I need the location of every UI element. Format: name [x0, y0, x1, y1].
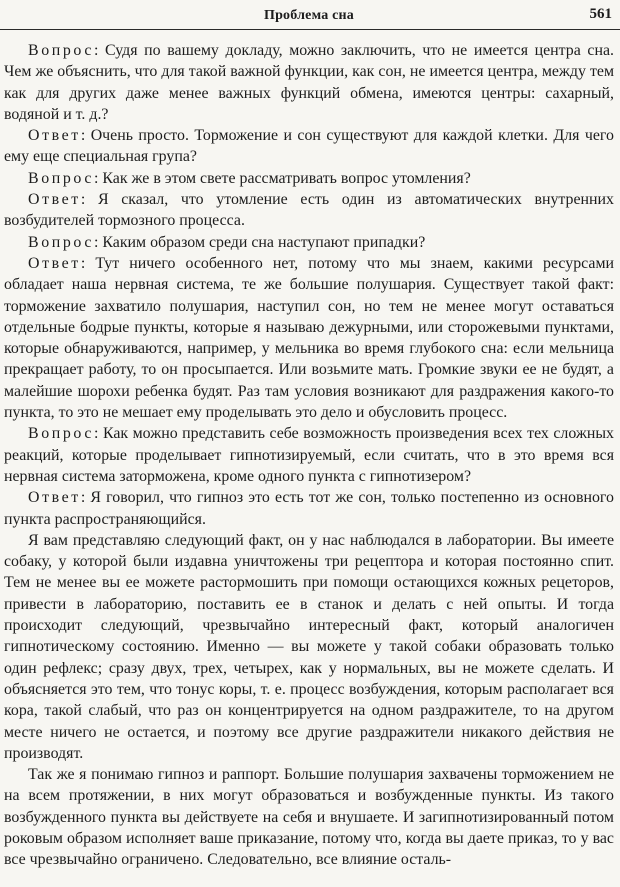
- paragraph-answer-3: Ответ: Тут ничего особенного нет, потому что мы знаем, какими ресурсами обладает наша нервная система, те же большие полушария. Существует такой факт: торможение захватило полушария, наступил сон, но тем не менее могут оставаться отдельные бодрые пункты, которые я называю дежурными, или сторожевыми пунктами, которые обнаруживаются, например, у мельника во время глубокого сна: если мельница прекращает работу, то он просыпается. Или возьмите мать. Громкие звуки ее не будят, а малейшие шорохи ребенка будят. Раз там условия возникают для раздражения какого-то пункта, то это не мешает ему проделывать это дело и обусловить процесс.: [4, 254, 615, 422]
- speaker-label: Вопрос: [28, 42, 94, 59]
- paragraph-continuation-1: [4, 530, 614, 764]
- paragraph-text: Я сказал, что утомление есть один из автоматических внутренних возбудителей тормозного процесса.: [4, 191, 615, 230]
- header-rule: [0, 29, 620, 30]
- speaker-label: Ответ: [28, 191, 81, 209]
- paragraph-question-4: Вопрос: Как можно представить себе возможность произведения всех тех сложных реакций, которые проделывает гипнотизируемый, если считать, что в это время вся нервная система заторможена, кроме одного пункта с гипнотизером?: [4, 425, 615, 485]
- paragraph-question-1: Вопрос: Судя по вашему докладу, можно заключить, что не имеется центра сна. Чем же объяснить, что для такой важной функции, как сон, не имеется центра, между тем как для других даже менее важных функций обмена, имеются центры: сахарный, водяной и т. д.?: [4, 42, 614, 123]
- paragraph-question-2: Вопрос: Как же в этом свете рассматривать вопрос утомления?: [28, 169, 471, 187]
- paragraph-text: Я говорил, что гипноз это есть тот же сон, только постепенно из основного пункта распространяющийся.: [4, 489, 614, 528]
- speaker-label: Ответ: [28, 254, 81, 272]
- paragraph-text: Как можно представить себе возможность произведения всех тех сложных реакций, которые проделывает гипнотизируемый, если считать, что в это время вся нервная система заторможена, кроме одного пункта с гипнотизером?: [4, 425, 615, 485]
- paragraph-text: Тут ничего особенного нет, потому что мы знаем, какими ресурсами обладает наша нервная система, те же большие полушария. Существует такой факт: торможение захватило полушария, наступил сон, но тем не менее могут оставаться отдельные бодрые пункты, которые я называю дежурными, или сторожевыми пунктами, которые обнаруживаются, например, у мельника во время глубокого сна: если мельница прекращает работу, то он просыпается. Или возьмите мать. Громкие звуки ее не будят, а малейшие шорохи ребенка будят. Раз там условия возникают для раздражения какого-то пункта, то это не мешает ему проделывать это дело и обусловить процесс.: [4, 254, 615, 422]
- body-text: [4, 40, 614, 871]
- speaker-label: Вопрос: [28, 169, 94, 187]
- page-number: 561: [589, 6, 612, 22]
- paragraph-answer-4: Ответ: Я говорил, что гипноз это есть тот же сон, только постепенно из основного пункта распространяющийся.: [4, 489, 614, 528]
- speaker-label: Вопрос: [28, 425, 94, 443]
- speaker-label: Ответ: [28, 127, 81, 145]
- paragraph-answer-1: Ответ: Очень просто. Торможение и сон существуют для каждой клетки. Для чего ему еще специальная група?: [4, 127, 614, 166]
- paragraph-answer-2: Ответ: Я сказал, что утомление есть один из автоматических внутренних возбудителей тормозного процесса.: [4, 191, 615, 230]
- paragraph-text: Так же я понимаю гипноз и раппорт. Большие полушария захвачены торможением не на всем протяжении, в них могут образоваться и возбужденные пункты. Из такого возбужденного пункта вы действуете на себя и внушаете. И загипнотизированный потом роковым образом исполняет ваше приказание, потому что, когда вы даете приказ, то у вас все чрезвычайно ограничено. Следовательно, все влияние осталь-: [4, 766, 614, 869]
- running-title: Проблема сна: [263, 8, 355, 23]
- speaker-label: Ответ: [28, 489, 81, 507]
- paragraph-text: Очень просто. Торможение и сон существуют для каждой клетки. Для чего ему еще специальная група?: [4, 127, 614, 166]
- paragraph-text: Я вам представляю следующий факт, он у нас наблюдался в лаборатории. Вы имеете собаку, у которой были издавна уничтожены три рецептора и которая постоянно спит. Тем не менее вы ее можете растормошить при помощи остающихся кожных рецеторов, привести в лабораторию, поставить ее в станок и делать с ней опыты. И тогда происходит следующий, чрезвычайно интересный факт, который аналогичен гипнотическому состоянию. Именно — вы можете у такой собаки образовать только один рефлекс; сразу двух, трех, четырех, как у нормальных, вы не можете сделать. И объясняется это тем, что тонус коры, т. е. процесс возбуждения, которым располагает вся кора, такой слабый, что раз он концентрируется на одном раздражителе, то на другом месте ничего не остается, и поэтому все другие раздражители никакого действия не производят.: [4, 531, 614, 762]
- page-header: [4, 0, 614, 26]
- paragraph-text: Каким образом среди сна наступают припадки?: [102, 233, 426, 251]
- speaker-label: Вопрос: [28, 233, 94, 251]
- paragraph-text: Судя по вашему докладу, можно заключить, что не имеется центра сна. Чем же объяснить, что для такой важной функции, как сон, не имеется центра, между тем как для других даже менее важных функций обмена, имеются центры: сахарный, водяной и т. д.?: [4, 42, 614, 123]
- paragraph-continuation-2: [4, 764, 614, 870]
- paragraph-text: Как же в этом свете рассматривать вопрос утомления?: [102, 169, 471, 187]
- paragraph-question-3: Вопрос: Каким образом среди сна наступают припадки?: [28, 233, 426, 251]
